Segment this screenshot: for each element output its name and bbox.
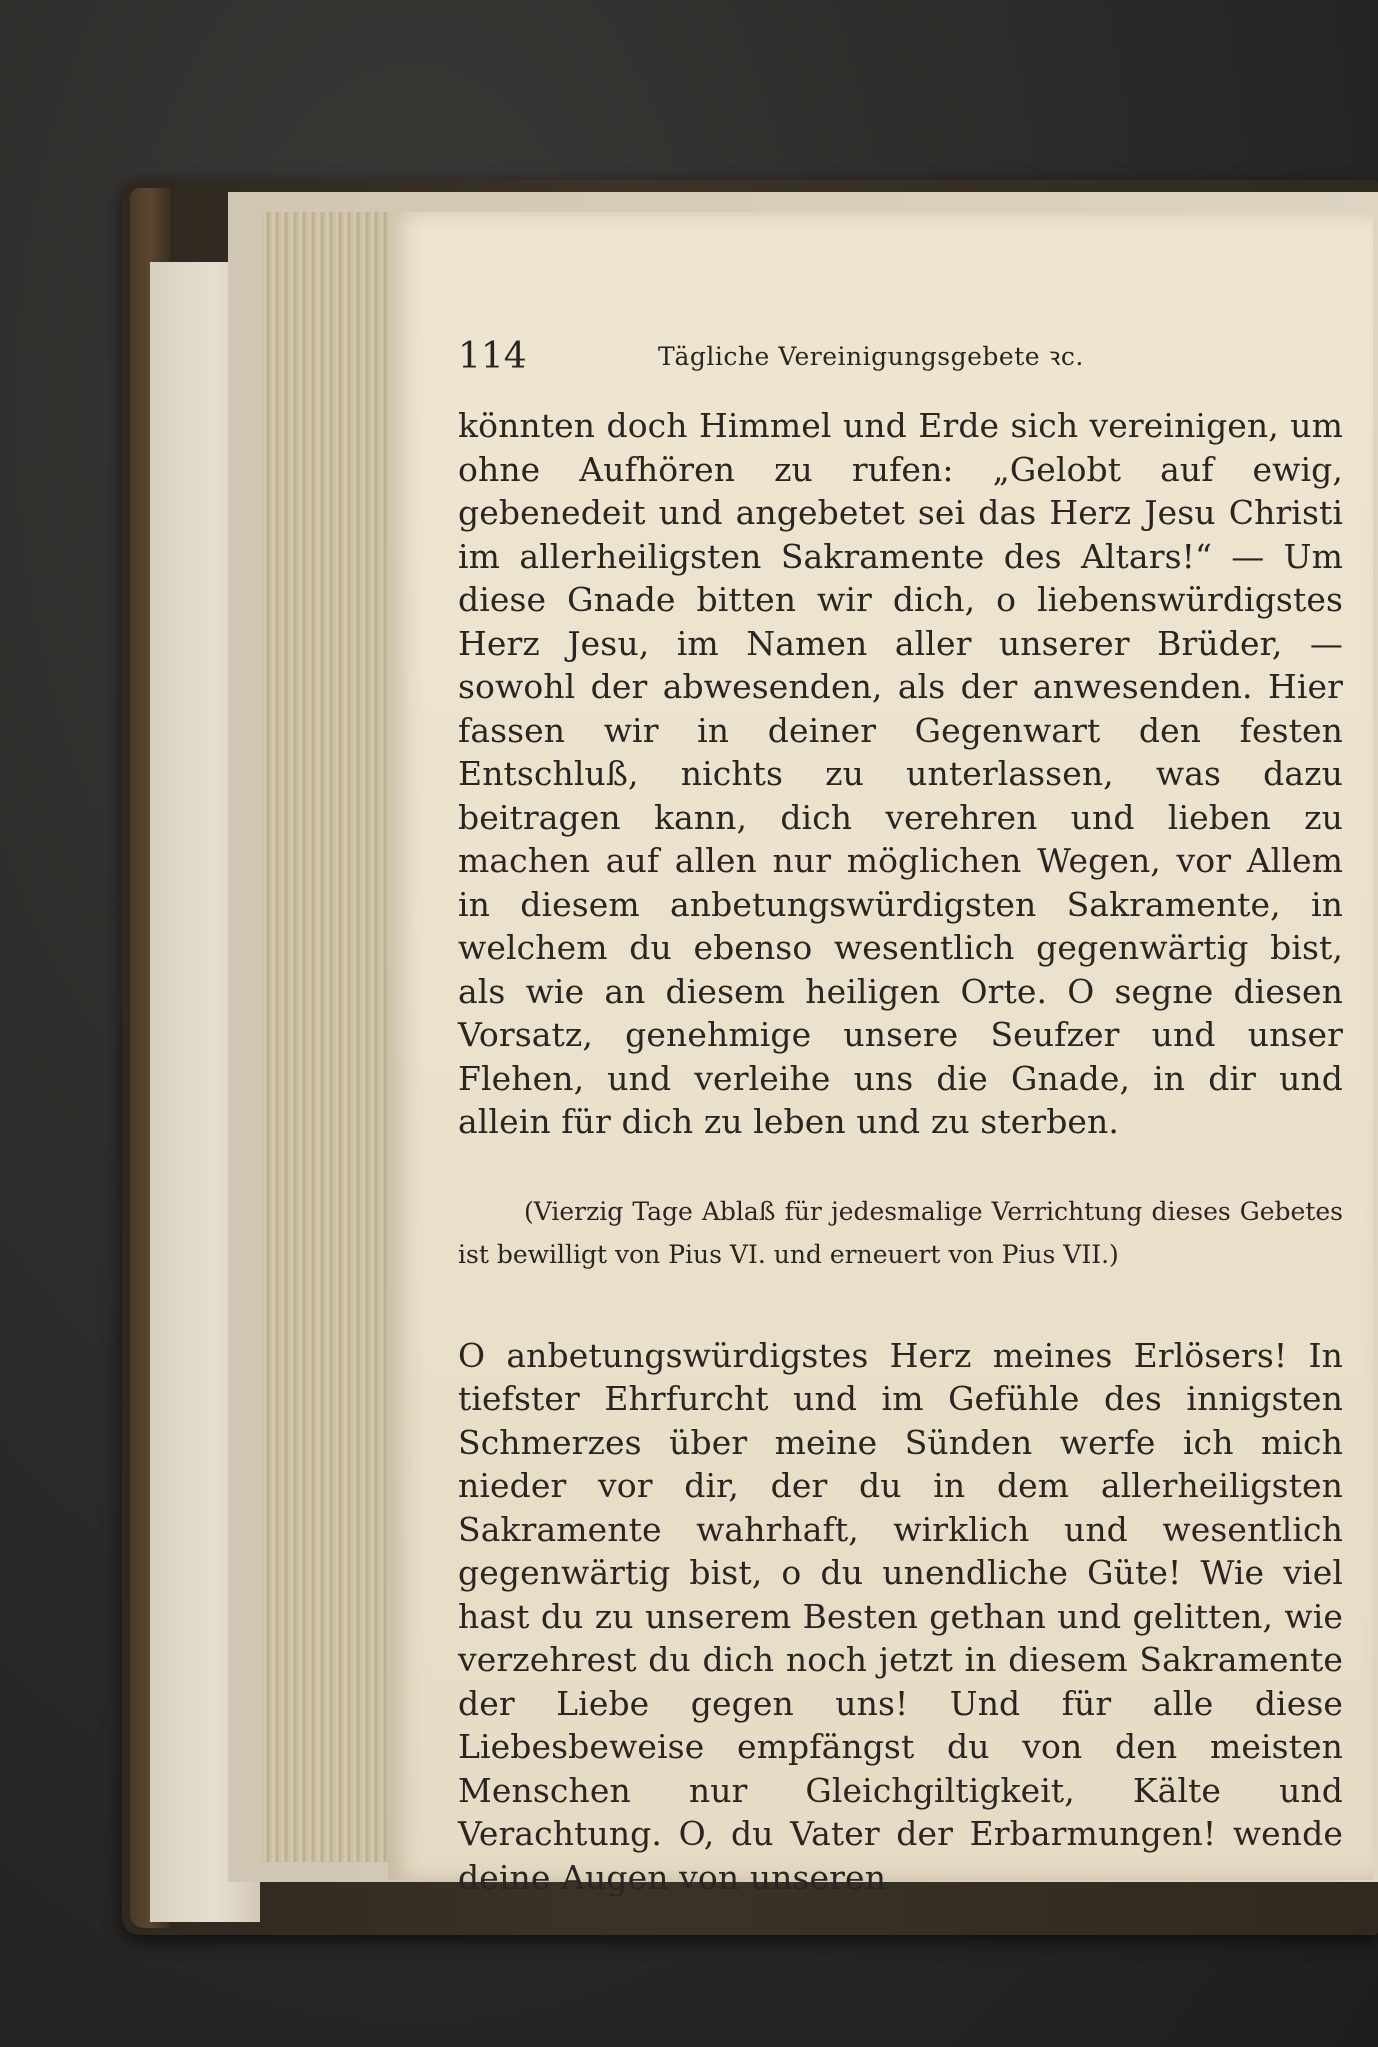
page-edges	[262, 212, 402, 1862]
page-text-area	[458, 328, 1343, 1897]
page-header	[458, 328, 1343, 386]
page-number: 114	[458, 336, 527, 377]
book-page	[388, 212, 1373, 1897]
running-head: Tägliche Vereinigungsgebete ꝛc.	[658, 342, 1084, 371]
indulgence-note: (Vierzig Tage Ablaß für jedesmalige Verrichtung dieses Gebetes ist bewilligt von Pius VI. und erneuert von Pius VII.)	[458, 1196, 1343, 1269]
prayer-paragraph-2: O anbetungswürdigstes Herz meines Erlösers! In tiefster Ehrfurcht und im Gefühle des innigsten Schmerzes über meine Sünden werfe ich mich nieder vor dir, der du in dem allerheiligsten Sakramente wahrhaft, wirklich und wesentlich gegenwärtig bist, o du unendliche Güte! Wie viel hast du zu unserem Besten gethan und gelitten, wie verzehrest du dich noch jetzt in diesem Sakramente der Liebe gegen uns! Und für alle diese Liebesbeweise empfängst du von den meisten Menschen nur Gleichgiltigkeit, Kälte und Verachtung. O, du Vater der Erbarmungen! wende deine Augen von unseren	[458, 1335, 1343, 1897]
prayer-paragraph-1: könnten doch Himmel und Erde sich vereinigen, um ohne Aufhören zu rufen: „Gelobt auf ewig, gebenedeit und angebetet sei das Herz Jesu Christi im allerheiligsten Sakramente des Altars!“ — Um diese Gnade bitten wir dich, o liebenswürdigstes Herz Jesu, im Namen aller unserer Brüder, — sowohl der abwesenden, als der anwesenden. Hier fassen wir in deiner Gegenwart den festen Entschluß, nichts zu unterlassen, was dazu beitragen kann, dich verehren und lieben zu machen auf allen nur möglichen Wegen, vor Allem in diesem anbetungswürdigsten Sakramente, in welchem du ebenso wesentlich gegenwärtig bist, als wie an diesem heiligen Orte. O segne diesen Vorsatz, genehmige unsere Seufzer und unser Flehen, und verleihe uns die Gnade, in dir und allein für dich zu leben und zu sterben.	[458, 406, 1343, 1141]
